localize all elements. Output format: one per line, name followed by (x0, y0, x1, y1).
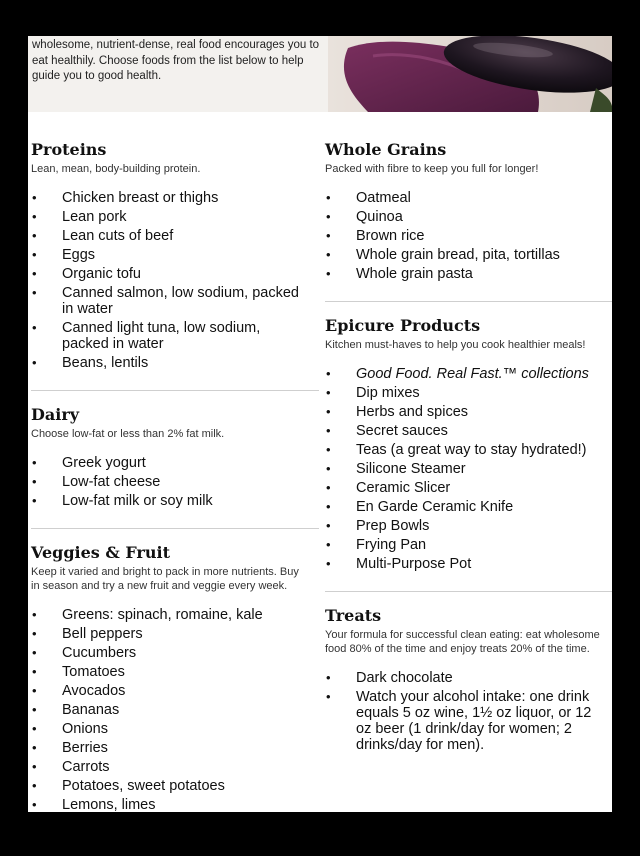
list-item: • Frying Pan (325, 537, 601, 553)
list-item: • Onions (31, 721, 307, 737)
list-item: • Prep Bowls (325, 518, 601, 534)
section-subtitle: Choose low-fat or less than 2% fat milk. (31, 428, 225, 440)
list-item: • Bell peppers (31, 626, 307, 642)
list-item: • Greek yogurt (31, 455, 307, 471)
list-item: • Cucumbers (31, 645, 307, 661)
list-item: • Silicone Steamer (325, 461, 601, 477)
section-title: Treats (325, 606, 382, 625)
section-subtitle: Lean, mean, body-building protein. (31, 163, 201, 175)
list-item: • Brown rice (325, 228, 601, 244)
section-title: Proteins (31, 140, 107, 159)
right-column (325, 140, 601, 760)
list-item: • Dip mixes (325, 385, 601, 401)
section-subtitle: Your formula for successful clean eating: eat wholesome food 80% of the time and enjoy treats 20% of the time. (325, 629, 600, 655)
list-item: • Berries (31, 740, 307, 756)
list-item: • Avocados (31, 683, 307, 699)
header-banner (28, 36, 612, 112)
item-list (31, 190, 307, 371)
list-item: • En Garde Ceramic Knife (325, 499, 601, 515)
list-item: • Canned light tuna, low sodium, packed in water (31, 320, 307, 352)
list-item: • Teas (a great way to stay hydrated!) (325, 442, 601, 458)
intro-text: wholesome, nutrient-dense, real food encourages you to eat healthily. Choose foods from the list below to help guide you to good health. (32, 39, 320, 82)
list-item: • Chicken breast or thighs (31, 190, 307, 206)
item-list (325, 190, 601, 282)
item-list (31, 607, 307, 812)
list-item: • Secret sauces (325, 423, 601, 439)
list-item: • Lemons, limes (31, 797, 307, 812)
section-treats (325, 606, 601, 760)
section-divider (325, 301, 612, 302)
list-item: • Beans, lentils (31, 355, 307, 371)
section-divider (325, 591, 612, 592)
list-item: • Dark chocolate (325, 670, 601, 686)
list-item: • Low-fat milk or soy milk (31, 493, 307, 509)
section-divider (31, 390, 319, 391)
list-item: • Ceramic Slicer (325, 480, 601, 496)
list-item: • Multi-Purpose Pot (325, 556, 601, 572)
list-item: • Carrots (31, 759, 307, 775)
eggplant-image (328, 36, 612, 112)
list-item (325, 366, 601, 382)
list-item: • Oatmeal (325, 190, 601, 206)
section-dairy (31, 405, 307, 516)
list-item: • Whole grain bread, pita, tortillas (325, 247, 601, 263)
list-item: • Organic tofu (31, 266, 307, 282)
section-proteins (31, 140, 307, 378)
section-title: Dairy (31, 405, 80, 424)
list-item: • Bananas (31, 702, 307, 718)
list-item: • Canned salmon, low sodium, packed in water (31, 285, 307, 317)
left-column (31, 140, 307, 812)
list-item: • Quinoa (325, 209, 601, 225)
list-item: • Potatoes, sweet potatoes (31, 778, 307, 794)
section-whole-grains (325, 140, 601, 289)
section-title: Epicure Products (325, 316, 481, 335)
list-item: • Lean pork (31, 209, 307, 225)
section-divider (31, 528, 319, 529)
section-subtitle: Packed with fibre to keep you full for longer! (325, 163, 539, 175)
list-item: • Herbs and spices (325, 404, 601, 420)
list-item-text: Good Food. Real Fast.™ collections (356, 366, 589, 382)
list-item: • Low-fat cheese (31, 474, 307, 490)
list-item: • Tomatoes (31, 664, 307, 680)
document-page (28, 36, 612, 812)
section-subtitle: Keep it varied and bright to pack in more nutrients. Buy in season and try a new fruit and veggie every week. (31, 566, 299, 592)
item-list (325, 366, 601, 572)
section-veggies-fruit (31, 543, 307, 812)
item-list (31, 455, 307, 509)
section-title: Whole Grains (325, 140, 447, 159)
list-item: • Lean cuts of beef (31, 228, 307, 244)
section-epicure-products (325, 316, 601, 579)
list-item: • Greens: spinach, romaine, kale (31, 607, 307, 623)
section-title: Veggies & Fruit (31, 543, 170, 562)
list-item: • Whole grain pasta (325, 266, 601, 282)
list-item: • Eggs (31, 247, 307, 263)
item-list (325, 670, 601, 753)
list-item: • Watch your alcohol intake: one drink equals 5 oz wine, 1½ oz liquor, or 12 oz beer (1 drink/day for women; 2 drinks/day for men). (325, 689, 601, 753)
section-subtitle: Kitchen must-haves to help you cook healthier meals! (325, 339, 586, 351)
